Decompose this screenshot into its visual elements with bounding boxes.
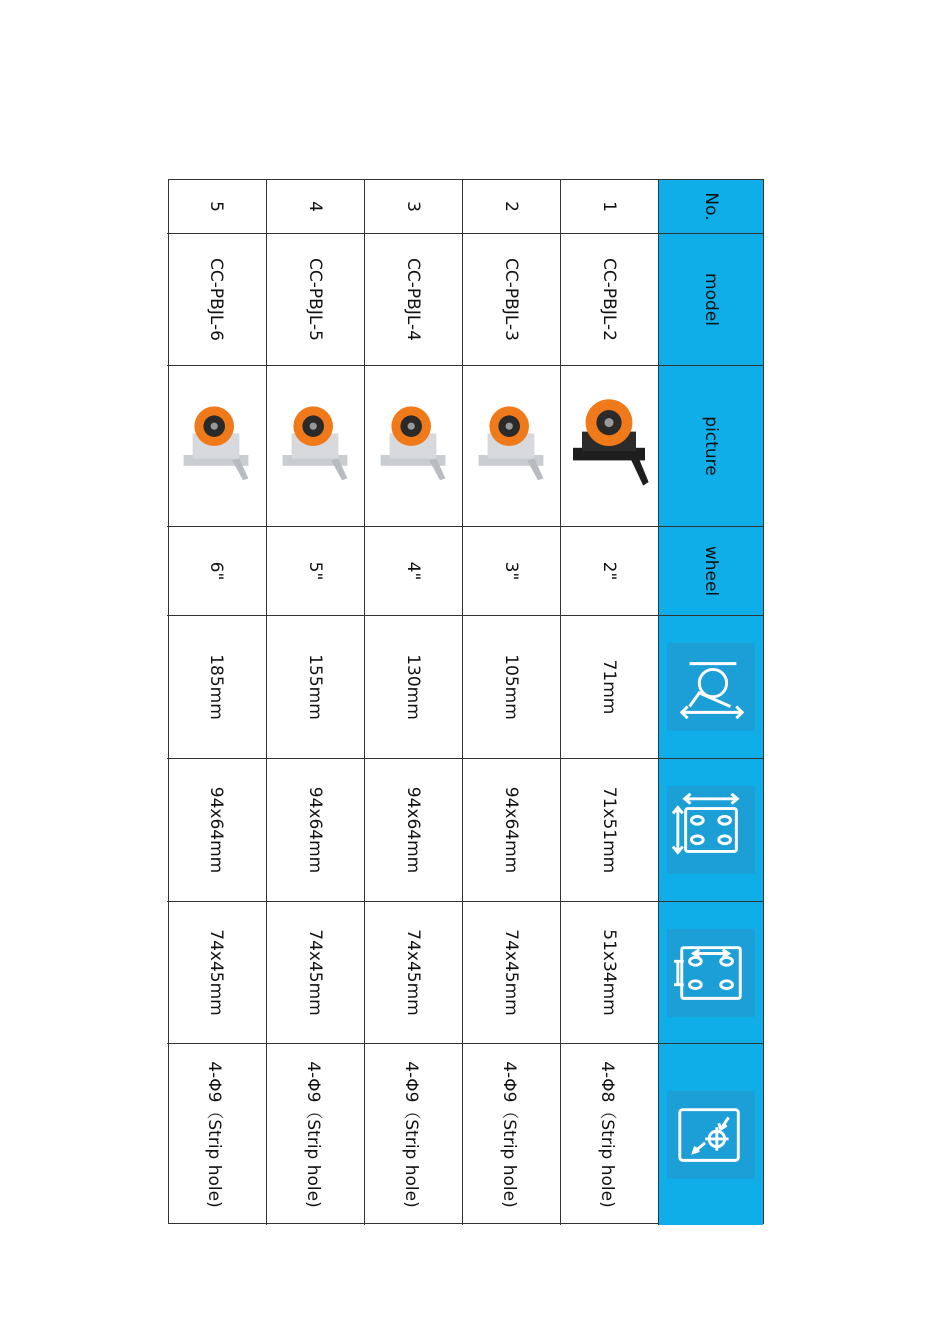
header-picture: picture <box>658 366 763 527</box>
row5-picture <box>167 366 266 527</box>
row4-hole-spacing: 74x45mm <box>266 902 364 1044</box>
row5-hole-spacing: 74x45mm <box>167 902 266 1044</box>
steel-brake-caster-image <box>467 391 557 501</box>
row2-height: 105mm <box>462 616 560 759</box>
row1-bolt-hole: 4-Φ8（Strip hole) <box>560 1044 658 1225</box>
row1-plate: 71x51mm <box>560 759 658 902</box>
row1-no: 1 <box>560 180 658 234</box>
row2-plate: 94x64mm <box>462 759 560 902</box>
row3-model: CC-PBJL-4 <box>364 234 462 366</box>
steel-brake-caster-image <box>172 391 262 501</box>
row2-hole-spacing: 74x45mm <box>462 902 560 1044</box>
row3-plate: 94x64mm <box>364 759 462 902</box>
header-model: model <box>658 234 763 366</box>
bolt-hole-spacing-icon <box>667 929 755 1017</box>
steel-brake-caster-image <box>369 391 459 501</box>
row5-no: 5 <box>167 180 266 234</box>
overall-height-icon <box>667 643 755 731</box>
row5-bolt-hole: 4-Φ9（Strip hole) <box>204 1061 224 1208</box>
row4-picture <box>266 366 364 527</box>
row4-model: CC-PBJL-5 <box>266 234 364 366</box>
row4-bolt-hole: 4-Φ9（Strip hole) <box>266 1044 364 1225</box>
row4-wheel: 5" <box>266 527 364 616</box>
header-wheel: wheel <box>658 527 763 616</box>
row2-bolt-hole: 4-Φ9（Strip hole) <box>462 1044 560 1225</box>
row4-no: 4 <box>266 180 364 234</box>
row3-height: 130mm <box>364 616 462 759</box>
row1-height: 71mm <box>560 616 658 759</box>
header-hole-spacing <box>658 902 763 1044</box>
header-no: No. <box>658 180 763 234</box>
row4-plate: 94x64mm <box>266 759 364 902</box>
caster-spec-table <box>168 179 764 1224</box>
top-plate-size-icon <box>667 786 755 874</box>
header-height <box>658 616 763 759</box>
row2-no: 2 <box>462 180 560 234</box>
row1-wheel: 2" <box>560 527 658 616</box>
row1-picture <box>560 366 658 527</box>
row3-picture <box>364 366 462 527</box>
row2-picture <box>462 366 560 527</box>
steel-brake-caster-image <box>271 391 361 501</box>
row4-height: 155mm <box>266 616 364 759</box>
row3-wheel: 4" <box>364 527 462 616</box>
black-brake-caster-image <box>565 391 655 501</box>
row1-hole-spacing: 51x34mm <box>560 902 658 1044</box>
row3-hole-spacing: 74x45mm <box>364 902 462 1044</box>
row2-model: CC-PBJL-3 <box>462 234 560 366</box>
row5-height: 185mm <box>167 616 266 759</box>
row3-bolt-hole: 4-Φ9（Strip hole) <box>364 1044 462 1225</box>
bolt-hole-icon <box>667 1091 755 1179</box>
header-plate <box>658 759 763 902</box>
row2-wheel: 3" <box>462 527 560 616</box>
row1-model: CC-PBJL-2 <box>560 234 658 366</box>
row5-wheel: 6" <box>167 527 266 616</box>
row5-plate: 94x64mm <box>167 759 266 902</box>
row5-model: CC-PBJL-6 <box>167 234 266 366</box>
row3-no: 3 <box>364 180 462 234</box>
header-bolt-hole <box>658 1044 763 1225</box>
